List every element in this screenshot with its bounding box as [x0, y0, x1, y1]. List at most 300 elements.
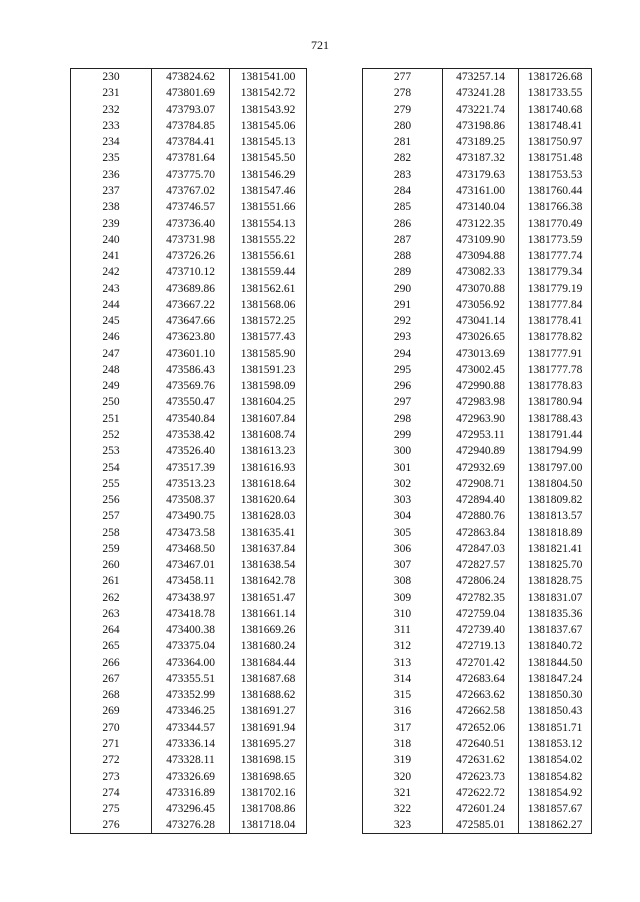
y-coordinate-cell: 1381809.82: [519, 492, 592, 508]
x-coordinate-cell: 473056.92: [443, 297, 519, 313]
x-coordinate-cell: 473538.42: [152, 427, 230, 443]
table-row: [363, 703, 592, 719]
y-coordinate-cell: 1381637.84: [230, 541, 307, 557]
point-number-cell: 302: [363, 476, 443, 492]
table-row: [71, 492, 307, 508]
y-coordinate-cell: 1381698.15: [230, 752, 307, 768]
table-row: [71, 622, 307, 638]
x-coordinate-cell: 473316.89: [152, 785, 230, 801]
x-coordinate-cell: 473526.40: [152, 443, 230, 459]
table-row: [363, 476, 592, 492]
x-coordinate-cell: 473731.98: [152, 232, 230, 248]
x-coordinate-cell: 473540.84: [152, 411, 230, 427]
point-number-cell: 255: [71, 476, 152, 492]
x-coordinate-cell: 472863.84: [443, 524, 519, 540]
y-coordinate-cell: 1381562.61: [230, 280, 307, 296]
point-number-cell: 285: [363, 199, 443, 215]
table-row: [363, 102, 592, 118]
point-number-cell: 297: [363, 394, 443, 410]
point-number-cell: 288: [363, 248, 443, 264]
x-coordinate-cell: 473647.66: [152, 313, 230, 329]
x-coordinate-cell: 473418.78: [152, 606, 230, 622]
table-row: [363, 671, 592, 687]
point-number-cell: 262: [71, 590, 152, 606]
point-number-cell: 269: [71, 703, 152, 719]
y-coordinate-cell: 1381687.68: [230, 671, 307, 687]
x-coordinate-cell: 472601.24: [443, 801, 519, 817]
x-coordinate-cell: 473198.86: [443, 118, 519, 134]
table-row: [363, 524, 592, 540]
point-number-cell: 315: [363, 687, 443, 703]
point-number-cell: 281: [363, 134, 443, 150]
point-number-cell: 253: [71, 443, 152, 459]
table-row: [363, 687, 592, 703]
point-number-cell: 247: [71, 346, 152, 362]
point-number-cell: 278: [363, 85, 443, 101]
y-coordinate-cell: 1381543.92: [230, 102, 307, 118]
point-number-cell: 287: [363, 232, 443, 248]
x-coordinate-cell: 473221.74: [443, 102, 519, 118]
table-row: [363, 232, 592, 248]
y-coordinate-cell: 1381853.12: [519, 736, 592, 752]
point-number-cell: 235: [71, 150, 152, 166]
x-coordinate-cell: 473513.23: [152, 476, 230, 492]
x-coordinate-cell: 473438.97: [152, 590, 230, 606]
point-number-cell: 322: [363, 801, 443, 817]
x-coordinate-cell: 473002.45: [443, 362, 519, 378]
point-number-cell: 312: [363, 638, 443, 654]
x-coordinate-cell: 472932.69: [443, 459, 519, 475]
y-coordinate-cell: 1381821.41: [519, 541, 592, 557]
point-number-cell: 280: [363, 118, 443, 134]
point-number-cell: 264: [71, 622, 152, 638]
y-coordinate-cell: 1381748.41: [519, 118, 592, 134]
table-row: [71, 102, 307, 118]
x-coordinate-cell: 473667.22: [152, 297, 230, 313]
table-row: [71, 443, 307, 459]
point-number-cell: 246: [71, 329, 152, 345]
x-coordinate-cell: 472782.35: [443, 590, 519, 606]
x-coordinate-cell: 473508.37: [152, 492, 230, 508]
x-coordinate-cell: 473710.12: [152, 264, 230, 280]
x-coordinate-cell: 473586.43: [152, 362, 230, 378]
x-coordinate-cell: 473352.99: [152, 687, 230, 703]
y-coordinate-cell: 1381854.92: [519, 785, 592, 801]
point-number-cell: 237: [71, 183, 152, 199]
point-number-cell: 274: [71, 785, 152, 801]
point-number-cell: 311: [363, 622, 443, 638]
point-number-cell: 248: [71, 362, 152, 378]
point-number-cell: 317: [363, 720, 443, 736]
x-coordinate-cell: 473241.28: [443, 85, 519, 101]
y-coordinate-cell: 1381698.65: [230, 768, 307, 784]
x-coordinate-cell: 472683.64: [443, 671, 519, 687]
y-coordinate-cell: 1381555.22: [230, 232, 307, 248]
x-coordinate-cell: 473601.10: [152, 346, 230, 362]
table-row: [363, 362, 592, 378]
y-coordinate-cell: 1381844.50: [519, 655, 592, 671]
point-number-cell: 319: [363, 752, 443, 768]
y-coordinate-cell: 1381598.09: [230, 378, 307, 394]
point-number-cell: 284: [363, 183, 443, 199]
y-coordinate-cell: 1381791.44: [519, 427, 592, 443]
table-row: [363, 508, 592, 524]
table-row: [363, 297, 592, 313]
x-coordinate-cell: 472880.76: [443, 508, 519, 524]
table-row: [363, 443, 592, 459]
x-coordinate-cell: 472631.62: [443, 752, 519, 768]
table-row: [71, 687, 307, 703]
point-number-cell: 279: [363, 102, 443, 118]
x-coordinate-cell: 473346.25: [152, 703, 230, 719]
y-coordinate-cell: 1381818.89: [519, 524, 592, 540]
y-coordinate-cell: 1381813.57: [519, 508, 592, 524]
x-coordinate-cell: 473257.14: [443, 69, 519, 86]
y-coordinate-cell: 1381547.46: [230, 183, 307, 199]
point-number-cell: 232: [71, 102, 152, 118]
table-row: [363, 606, 592, 622]
x-coordinate-cell: 473736.40: [152, 215, 230, 231]
table-body: [71, 69, 307, 834]
point-number-cell: 300: [363, 443, 443, 459]
point-number-cell: 282: [363, 150, 443, 166]
point-number-cell: 306: [363, 541, 443, 557]
x-coordinate-cell: 473458.11: [152, 573, 230, 589]
point-number-cell: 233: [71, 118, 152, 134]
table-row: [71, 573, 307, 589]
table-row: [363, 590, 592, 606]
point-number-cell: 266: [71, 655, 152, 671]
point-number-cell: 256: [71, 492, 152, 508]
y-coordinate-cell: 1381740.68: [519, 102, 592, 118]
point-number-cell: 245: [71, 313, 152, 329]
x-coordinate-cell: 472894.40: [443, 492, 519, 508]
point-number-cell: 313: [363, 655, 443, 671]
x-coordinate-cell: 473550.47: [152, 394, 230, 410]
point-number-cell: 298: [363, 411, 443, 427]
table-row: [71, 362, 307, 378]
table-row: [363, 655, 592, 671]
point-number-cell: 272: [71, 752, 152, 768]
table-row: [71, 817, 307, 834]
point-number-cell: 267: [71, 671, 152, 687]
y-coordinate-cell: 1381542.72: [230, 85, 307, 101]
table-row: [363, 557, 592, 573]
x-coordinate-cell: 473326.69: [152, 768, 230, 784]
x-coordinate-cell: 473473.58: [152, 524, 230, 540]
y-coordinate-cell: 1381777.84: [519, 297, 592, 313]
table-row: [363, 150, 592, 166]
x-coordinate-cell: 473775.70: [152, 167, 230, 183]
x-coordinate-cell: 473517.39: [152, 459, 230, 475]
x-coordinate-cell: 472640.51: [443, 736, 519, 752]
x-coordinate-cell: 472827.57: [443, 557, 519, 573]
coordinate-table-left: [70, 68, 307, 834]
x-coordinate-cell: 473355.51: [152, 671, 230, 687]
x-coordinate-cell: 473041.14: [443, 313, 519, 329]
x-coordinate-cell: 473623.80: [152, 329, 230, 345]
y-coordinate-cell: 1381788.43: [519, 411, 592, 427]
table-row: [71, 606, 307, 622]
y-coordinate-cell: 1381618.64: [230, 476, 307, 492]
table-row: [71, 118, 307, 134]
table-row: [363, 346, 592, 362]
table-row: [71, 720, 307, 736]
y-coordinate-cell: 1381760.44: [519, 183, 592, 199]
y-coordinate-cell: 1381773.59: [519, 232, 592, 248]
table-row: [71, 215, 307, 231]
point-number-cell: 314: [363, 671, 443, 687]
table-row: [71, 248, 307, 264]
x-coordinate-cell: 473569.76: [152, 378, 230, 394]
y-coordinate-cell: 1381779.19: [519, 280, 592, 296]
x-coordinate-cell: 472953.11: [443, 427, 519, 443]
y-coordinate-cell: 1381688.62: [230, 687, 307, 703]
table-row: [71, 703, 307, 719]
point-number-cell: 289: [363, 264, 443, 280]
y-coordinate-cell: 1381847.24: [519, 671, 592, 687]
x-coordinate-cell: 472739.40: [443, 622, 519, 638]
x-coordinate-cell: 473179.63: [443, 167, 519, 183]
table-row: [363, 183, 592, 199]
x-coordinate-cell: 473793.07: [152, 102, 230, 118]
x-coordinate-cell: 473336.14: [152, 736, 230, 752]
y-coordinate-cell: 1381545.06: [230, 118, 307, 134]
table-row: [363, 118, 592, 134]
x-coordinate-cell: 473109.90: [443, 232, 519, 248]
y-coordinate-cell: 1381766.38: [519, 199, 592, 215]
x-coordinate-cell: 473400.38: [152, 622, 230, 638]
table-row: [363, 638, 592, 654]
y-coordinate-cell: 1381828.75: [519, 573, 592, 589]
point-number-cell: 304: [363, 508, 443, 524]
x-coordinate-cell: 472623.73: [443, 768, 519, 784]
x-coordinate-cell: 473490.75: [152, 508, 230, 524]
point-number-cell: 318: [363, 736, 443, 752]
y-coordinate-cell: 1381545.50: [230, 150, 307, 166]
y-coordinate-cell: 1381751.48: [519, 150, 592, 166]
x-coordinate-cell: 473784.85: [152, 118, 230, 134]
coordinate-table-right: [362, 68, 592, 834]
x-coordinate-cell: 473375.04: [152, 638, 230, 654]
y-coordinate-cell: 1381850.43: [519, 703, 592, 719]
table-row: [71, 590, 307, 606]
y-coordinate-cell: 1381572.25: [230, 313, 307, 329]
y-coordinate-cell: 1381780.94: [519, 394, 592, 410]
x-coordinate-cell: 472662.58: [443, 703, 519, 719]
x-coordinate-cell: 473467.01: [152, 557, 230, 573]
point-number-cell: 241: [71, 248, 152, 264]
point-number-cell: 273: [71, 768, 152, 784]
table-row: [363, 329, 592, 345]
table-row: [71, 557, 307, 573]
table-row: [363, 199, 592, 215]
table-row: [363, 280, 592, 296]
page-number: 721: [311, 38, 329, 52]
x-coordinate-cell: 473344.57: [152, 720, 230, 736]
x-coordinate-cell: 472719.13: [443, 638, 519, 654]
table-row: [71, 297, 307, 313]
y-coordinate-cell: 1381733.55: [519, 85, 592, 101]
y-coordinate-cell: 1381718.04: [230, 817, 307, 834]
point-number-cell: 292: [363, 313, 443, 329]
y-coordinate-cell: 1381708.86: [230, 801, 307, 817]
y-coordinate-cell: 1381545.13: [230, 134, 307, 150]
point-number-cell: 276: [71, 817, 152, 834]
point-number-cell: 244: [71, 297, 152, 313]
x-coordinate-cell: 473094.88: [443, 248, 519, 264]
point-number-cell: 239: [71, 215, 152, 231]
point-number-cell: 252: [71, 427, 152, 443]
point-number-cell: 316: [363, 703, 443, 719]
table-row: [363, 801, 592, 817]
x-coordinate-cell: 472652.06: [443, 720, 519, 736]
y-coordinate-cell: 1381585.90: [230, 346, 307, 362]
point-number-cell: 307: [363, 557, 443, 573]
table-row: [363, 785, 592, 801]
x-coordinate-cell: 473026.65: [443, 329, 519, 345]
x-coordinate-cell: 473276.28: [152, 817, 230, 834]
table-row: [71, 329, 307, 345]
x-coordinate-cell: 472622.72: [443, 785, 519, 801]
y-coordinate-cell: 1381635.41: [230, 524, 307, 540]
point-number-cell: 308: [363, 573, 443, 589]
x-coordinate-cell: 473140.04: [443, 199, 519, 215]
point-number-cell: 261: [71, 573, 152, 589]
point-number-cell: 250: [71, 394, 152, 410]
x-coordinate-cell: 473187.32: [443, 150, 519, 166]
table-row: [363, 134, 592, 150]
point-number-cell: 270: [71, 720, 152, 736]
table-row: [71, 85, 307, 101]
x-coordinate-cell: 473364.00: [152, 655, 230, 671]
y-coordinate-cell: 1381577.43: [230, 329, 307, 345]
table-row: [71, 150, 307, 166]
y-coordinate-cell: 1381541.00: [230, 69, 307, 86]
table-row: [363, 313, 592, 329]
y-coordinate-cell: 1381559.44: [230, 264, 307, 280]
point-number-cell: 257: [71, 508, 152, 524]
table-row: [363, 492, 592, 508]
x-coordinate-cell: 473784.41: [152, 134, 230, 150]
y-coordinate-cell: 1381804.50: [519, 476, 592, 492]
y-coordinate-cell: 1381669.26: [230, 622, 307, 638]
point-number-cell: 290: [363, 280, 443, 296]
y-coordinate-cell: 1381753.53: [519, 167, 592, 183]
y-coordinate-cell: 1381777.78: [519, 362, 592, 378]
x-coordinate-cell: 472940.89: [443, 443, 519, 459]
x-coordinate-cell: 472585.01: [443, 817, 519, 834]
point-number-cell: 283: [363, 167, 443, 183]
table-row: [363, 215, 592, 231]
point-number-cell: 271: [71, 736, 152, 752]
x-coordinate-cell: 472806.24: [443, 573, 519, 589]
table-row: [363, 394, 592, 410]
y-coordinate-cell: 1381825.70: [519, 557, 592, 573]
table-row: [363, 85, 592, 101]
table-row: [71, 476, 307, 492]
point-number-cell: 263: [71, 606, 152, 622]
x-coordinate-cell: 473824.62: [152, 69, 230, 86]
x-coordinate-cell: 472759.04: [443, 606, 519, 622]
point-number-cell: 260: [71, 557, 152, 573]
y-coordinate-cell: 1381642.78: [230, 573, 307, 589]
point-number-cell: 321: [363, 785, 443, 801]
y-coordinate-cell: 1381691.27: [230, 703, 307, 719]
point-number-cell: 231: [71, 85, 152, 101]
x-coordinate-cell: 472963.90: [443, 411, 519, 427]
y-coordinate-cell: 1381777.74: [519, 248, 592, 264]
y-coordinate-cell: 1381854.02: [519, 752, 592, 768]
table-row: [71, 459, 307, 475]
x-coordinate-cell: 473082.33: [443, 264, 519, 280]
x-coordinate-cell: 472663.62: [443, 687, 519, 703]
y-coordinate-cell: 1381551.66: [230, 199, 307, 215]
table-row: [71, 541, 307, 557]
y-coordinate-cell: 1381831.07: [519, 590, 592, 606]
point-number-cell: 320: [363, 768, 443, 784]
point-number-cell: 323: [363, 817, 443, 834]
table-row: [71, 801, 307, 817]
point-number-cell: 275: [71, 801, 152, 817]
table-row: [363, 248, 592, 264]
x-coordinate-cell: 473689.86: [152, 280, 230, 296]
x-coordinate-cell: 473781.64: [152, 150, 230, 166]
y-coordinate-cell: 1381837.67: [519, 622, 592, 638]
y-coordinate-cell: 1381651.47: [230, 590, 307, 606]
y-coordinate-cell: 1381797.00: [519, 459, 592, 475]
y-coordinate-cell: 1381726.68: [519, 69, 592, 86]
y-coordinate-cell: 1381554.13: [230, 215, 307, 231]
y-coordinate-cell: 1381638.54: [230, 557, 307, 573]
point-number-cell: 309: [363, 590, 443, 606]
point-number-cell: 242: [71, 264, 152, 280]
point-number-cell: 291: [363, 297, 443, 313]
y-coordinate-cell: 1381613.23: [230, 443, 307, 459]
x-coordinate-cell: 473189.25: [443, 134, 519, 150]
point-number-cell: 265: [71, 638, 152, 654]
x-coordinate-cell: 473746.57: [152, 199, 230, 215]
table-row: [71, 768, 307, 784]
y-coordinate-cell: 1381854.82: [519, 768, 592, 784]
point-number-cell: 310: [363, 606, 443, 622]
point-number-cell: 301: [363, 459, 443, 475]
point-number-cell: 238: [71, 199, 152, 215]
y-coordinate-cell: 1381604.25: [230, 394, 307, 410]
table-body: [363, 69, 592, 834]
table-row: [363, 69, 592, 86]
table-row: [71, 69, 307, 86]
table-row: [71, 134, 307, 150]
table-row: [71, 411, 307, 427]
point-number-cell: 249: [71, 378, 152, 394]
y-coordinate-cell: 1381695.27: [230, 736, 307, 752]
y-coordinate-cell: 1381770.49: [519, 215, 592, 231]
x-coordinate-cell: 472847.03: [443, 541, 519, 557]
point-number-cell: 277: [363, 69, 443, 86]
y-coordinate-cell: 1381691.94: [230, 720, 307, 736]
point-number-cell: 230: [71, 69, 152, 86]
point-number-cell: 251: [71, 411, 152, 427]
table-row: [71, 167, 307, 183]
table-row: [71, 752, 307, 768]
table-row: [363, 768, 592, 784]
table-row: [363, 378, 592, 394]
table-row: [71, 655, 307, 671]
table-row: [71, 346, 307, 362]
y-coordinate-cell: 1381778.41: [519, 313, 592, 329]
table-row: [71, 232, 307, 248]
